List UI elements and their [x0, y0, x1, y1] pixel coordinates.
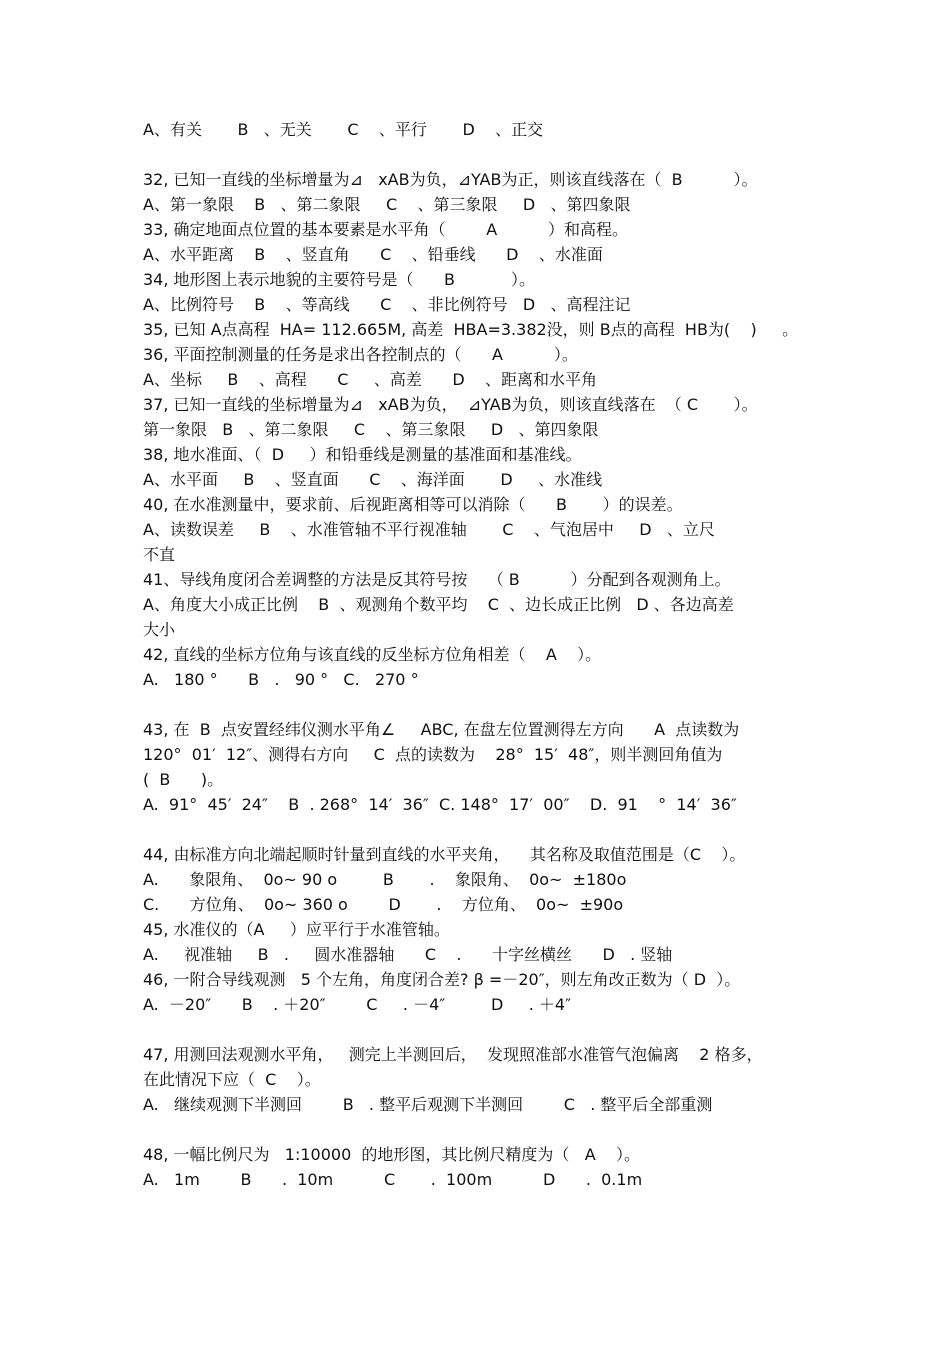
answer-options: A. 视准轴 B . 圆水准器轴 C . 十字丝横丝 D . 竖轴	[143, 945, 673, 964]
question-41: 41、导线角度闭合差调整的方法是反其符号按 （ B ）分配到各观测角上。	[143, 570, 731, 589]
question-42: 42, 直线的坐标方位角与该直线的反坐标方位角相差（ A ）。	[143, 645, 602, 664]
answer-options: A、角度大小成正比例 B 、观测角个数平均 C 、边长成正比例 D 、各边高差	[143, 595, 734, 614]
answer-options: A. 1m B . 10m C . 100m D . 0.1m	[143, 1170, 643, 1189]
question-43: 43, 在 B 点安置经纬仪测水平角∠ ABC, 在盘左位置测得左方向 A 点读数为	[143, 720, 740, 739]
question-32: 32, 已知一直线的坐标增量为⊿ xAB为负，⊿YAB为正，则该直线落在（ B ）。	[143, 170, 758, 189]
answer-options: A. －20″ B . ＋20″ C . －4″ D . ＋4″	[143, 995, 572, 1014]
answer-options: 第一象限 B 、第二象限 C 、第三象限 D 、第四象限	[143, 420, 599, 439]
answer-options: A、读数误差 B 、水准管轴不平行视准轴 C 、气泡居中 D 、立尺	[143, 520, 715, 539]
answer-options-continued: 大小	[143, 620, 176, 639]
question-43-continued: 120° 01′ 12″、测得右方向 C 点的读数为 28° 15′ 48″，则半测回角值为	[143, 745, 723, 764]
question-48: 48, 一幅比例尺为 1:10000 的地形图，其比例尺精度为（ A ）。	[143, 1145, 640, 1164]
question-43-answer-blank: ( B )。	[143, 770, 224, 789]
question-45: 45, 水准仪的（A ）应平行于水准管轴。	[143, 920, 450, 939]
answer-options: A、水平面 B 、竖直面 C 、海洋面 D 、水准线	[143, 470, 603, 489]
question-36: 36, 平面控制测量的任务是求出各控制点的（ A ）。	[143, 345, 578, 364]
question-38: 38, 地水准面、（ D ）和铅垂线是测量的基准面和基准线。	[143, 445, 582, 464]
question-46: 46, 一附合导线观测 5 个左角，角度闭合差? β =－20″，则左角改正数为（ D ）。	[143, 970, 741, 989]
answer-options: A. 180 ° B . 90 ° C. 270 °	[143, 670, 419, 689]
answer-options: A. 继续观测下半测回 B . 整平后观测下半测回 C . 整平后全部重测	[143, 1095, 713, 1114]
answer-options: A、坐标 B 、高程 C 、高差 D 、距离和水平角	[143, 370, 597, 389]
answer-options: A. 91° 45′ 24″ B . 268° 14′ 36″ C. 148° 17′ 00″ D. 91 ° 14′ 36″	[143, 795, 737, 814]
question-33: 33, 确定地面点位置的基本要素是水平角（ A ）和高程。	[143, 220, 629, 239]
question-34: 34, 地形图上表示地貌的主要符号是（ B ）。	[143, 270, 535, 289]
question-47-continued: 在此情况下应（ C ）。	[143, 1070, 321, 1089]
question-44: 44, 由标准方向北端起顺时针量到直线的水平夹角， 其名称及取值范围是（C ）。	[143, 845, 746, 864]
question-40: 40, 在水准测量中，要求前、后视距离相等可以消除（ B ）的误差。	[143, 495, 683, 514]
answer-options: A、比例符号 B 、等高线 C 、非比例符号 D 、高程注记	[143, 295, 631, 314]
question-37: 37, 已知一直线的坐标增量为⊿ xAB为负， ⊿YAB为负，则该直线落在 （ C ）。	[143, 395, 758, 414]
answer-options: A、水平距离 B 、竖直角 C 、铅垂线 D 、水准面	[143, 245, 603, 264]
answer-options-continued: 不直	[143, 545, 176, 564]
question-35: 35, 已知 A点高程 HA= 112.665M, 高差 HBA=3.382没，则 B点的高程 HB为( ) 。	[143, 320, 799, 339]
answer-options: A. 象限角、 0o~ 90 o B . 象限角、 0o~ ±180o	[143, 870, 627, 889]
question-47: 47, 用测回法观测水平角， 测完上半测回后， 发现照准部水准管气泡偏离 2 格多，	[143, 1045, 763, 1064]
answer-options: A、第一象限 B 、第二象限 C 、第三象限 D 、第四象限	[143, 195, 631, 214]
answer-options: C. 方位角、 0o~ 360 o D . 方位角、 0o~ ±90o	[143, 895, 624, 914]
answer-options: A、有关 B 、无关 C 、平行 D 、正交	[143, 120, 544, 139]
